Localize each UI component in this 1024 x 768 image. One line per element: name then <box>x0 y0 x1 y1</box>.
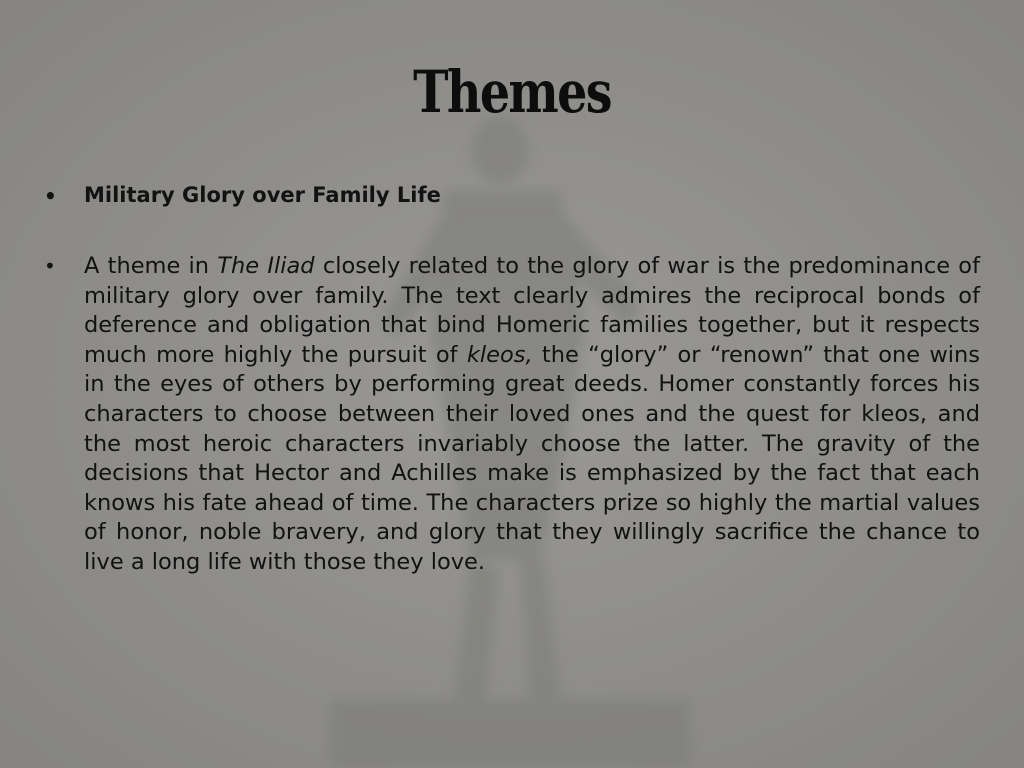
kleos-italic: kleos, <box>466 341 533 368</box>
paragraph-text <box>84 252 980 578</box>
bullet-marker: • <box>44 254 56 278</box>
bullet-heading <box>44 180 980 220</box>
bullet-heading-text: Military Glory over Family Life <box>84 183 441 207</box>
bullet-list <box>44 180 980 578</box>
text-segment: closely related to the glory of war is the predominance of military glory over family. The text clearly admires the reciprocal bonds of deference and obligation that bind Homeric families together, but it respects much more highly the pursuit of <box>84 253 980 368</box>
book-title-italic: The Iliad <box>217 253 315 279</box>
slide-title: Themes <box>413 58 611 126</box>
text-segment: the “glory” or “renown” that one wins in the eyes of others by performing great deeds. Homer constantly forces his characters to choose between their loved ones and the quest for kleos, and the most heroic characters invariably choose the latter. The gravity of the decisions that Hector and Achilles make is emphasized by the fact that each knows his fate ahead of time. The characters prize so highly the martial values of honor, noble bravery, and glory that they willingly sacrifice the chance to live a long life with those they love. <box>84 341 980 575</box>
text-segment: A theme in <box>84 253 218 279</box>
bullet-marker: • <box>44 184 57 208</box>
bullet-paragraph <box>44 252 980 578</box>
